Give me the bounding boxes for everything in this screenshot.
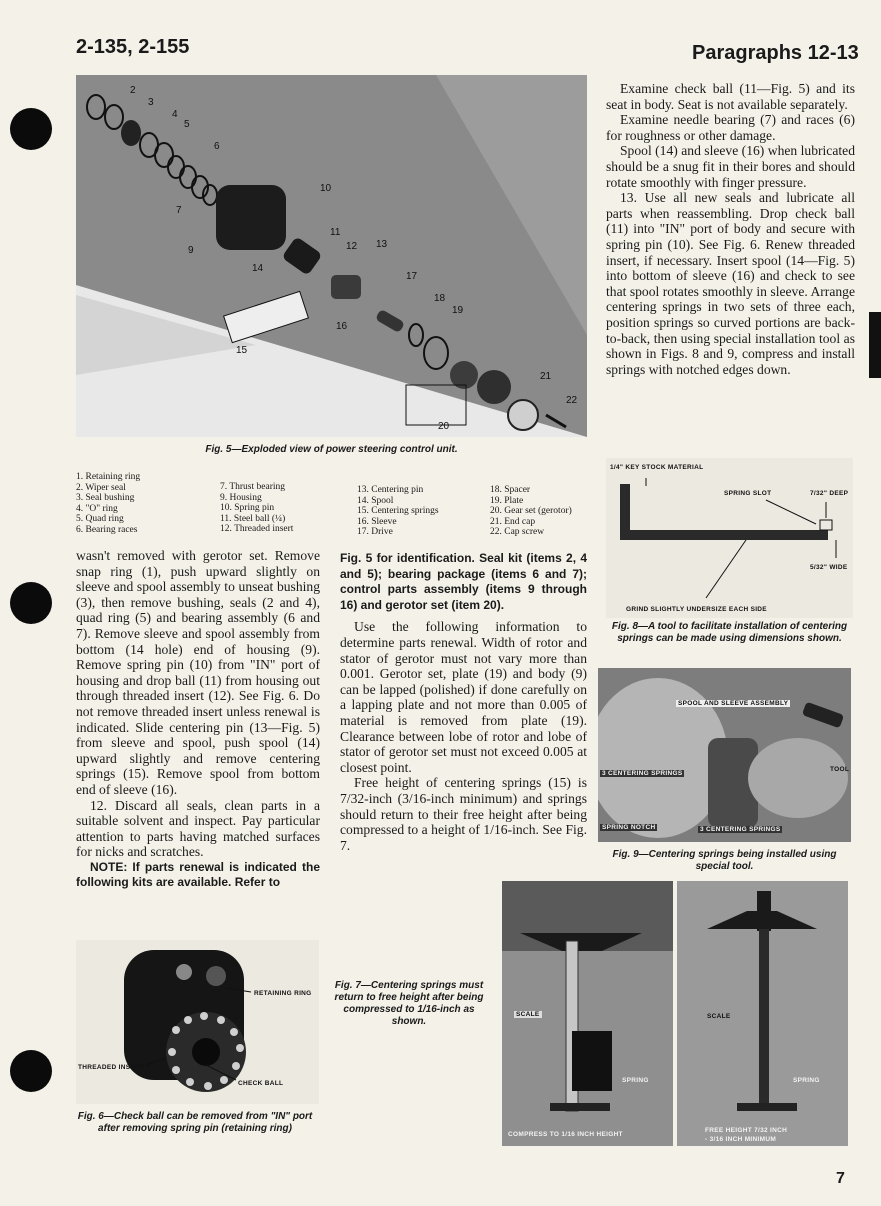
legend-item: 16. Sleeve [357,516,397,527]
fig8-tool-drawing [606,458,853,618]
legend-item: 10. Spring pin [220,503,275,514]
fig5-callout: 18 [434,293,446,304]
fig8-label-deep: 7/32" DEEP [810,490,849,497]
fig7-photo-free [677,881,848,1146]
legend-item: 6. Bearing races [76,524,138,535]
fig7-label-scale-right: SCALE [707,1013,731,1020]
fig5-callout: 14 [252,263,264,274]
right-column-text [606,81,855,377]
fig7-label-compress: COMPRESS TO 1/16 INCH HEIGHT [508,1131,623,1138]
legend-item: 22. Cap screw [490,527,545,538]
note-paragraph: NOTE: If parts renewal is indicated the following kits are available. Refer to [76,859,320,890]
legend-item: 1. Retaining ring [76,472,141,482]
fig5-callout: 6 [214,141,220,152]
fig6-photo [76,940,319,1104]
fig5-legend-col3 [357,485,439,538]
fig5-caption: Fig. 5—Exploded view of power steering control unit. [205,444,458,455]
paragraph: 12. Discard all seals, clean parts in a suitable solvent and inspect. Pay particular attention to parts having matched surfaces for nicks and scratches. [76,797,320,860]
binder-hole-top [10,108,52,150]
fig8-label-slot: SPRING SLOT [724,490,772,497]
legend-item: 18. Spacer [490,485,531,495]
fig7-photo-compressed [502,881,673,1146]
fig9-label-centering-left: 3 CENTERING SPRINGS [602,770,683,777]
legend-item: 19. Plate [490,495,524,506]
legend-item: 17. Drive [357,527,393,538]
paragraph: wasn't removed with gerotor set. Remove snap ring (1), push upward slightly on sleeve and spool assembly to unseat bushing (3), then remove bushing, seals (2 and 4), quad ring (5) and bearing assembly (6 and 7). Remove sleeve and spool assembly from bottom (14 hole) end of housing (9). Remove spring pin (10) from "IN" port of housing and drop ball (11) from housing out through threaded insert (12). See Fig. 6. Do not remove threaded insert unless renewal is indicated. Slide centering pin (13—Fig. 5) from sleeve and spool, push spool (14) upward slightly and remove centering springs (15). Remove spool from bottom end of sleeve (16). [76,548,320,797]
model-header: 2-135, 2-155 [76,36,190,58]
paragraph: Examine check ball (11—Fig. 5) and its seat in body. Seat is not available separately. [606,81,855,112]
fig7-label-free-2: - 3/16 INCH MINIMUM [705,1136,777,1143]
binder-hole-bottom [10,1050,52,1092]
fig5-callout: 21 [540,371,552,382]
legend-item: 13. Centering pin [357,485,424,495]
legend-item: 20. Gear set (gerotor) [490,506,572,517]
legend-item: 5. Quad ring [76,514,124,525]
fig5-legend-col2 [220,482,293,535]
paragraph: 13. Use all new seals and lubricate all parts when reassembling. Drop check ball (11) into "IN" port of body and secure with spring pin (10). See Fig. 6. Renew threaded insert, if necessary. Insert spool (14—Fig. 5) into bottom of sleeve (16) and check to see that spool rotates smoothly in sleeve. Arrange centering springs in two sets of three each, position springs so curved portions are back-to-back, then using special installation tool as shown in Figs. 8 and 9, compress and install springs with notched edges down. [606,190,855,377]
middle-column-text [340,551,587,853]
fig5-callout: 20 [438,421,450,432]
legend-item: 4. "O" ring [76,503,118,514]
fig9-label-centering-right: 3 CENTERING SPRINGS [700,826,781,833]
fig5-exploded-view [76,75,587,437]
fig7-label-spring-left: SPRING [622,1077,649,1084]
fig7-label-free-1: FREE HEIGHT 7/32 INCH [705,1127,788,1134]
fig5-legend-col1 [76,472,140,536]
fig5-callout: 3 [148,97,154,108]
fig9-photo [598,668,851,842]
fig5-callout: 19 [452,305,464,316]
legend-item: 2. Wiper seal [76,482,126,493]
left-column-text [76,548,320,891]
fig7-right-illustration [677,881,848,1146]
fig5-callout: 12 [346,241,358,252]
fig8-caption: Fig. 8—A tool to facilitate installation of centering springs can be made using dimensions shown. [611,621,848,644]
fig6-label-retaining: RETAINING RING [254,990,312,997]
legend-item: 11. Steel ball (¼) [220,513,286,524]
fig9-caption: Fig. 9—Centering springs being installed using special tool. [612,849,837,872]
fig7-label-spring-right: SPRING [793,1077,820,1084]
paragraph: Free height of centering springs (15) is 7/32-inch (3/16-inch minimum) and springs should return to their free height after being compressed to a height of 1/16-inch. See Fig. 7. [340,775,587,853]
fig5-callout: 2 [130,85,136,96]
fig5-callout: 17 [406,271,418,282]
fig5-callout: 10 [320,183,332,194]
fig5-callout: 16 [336,321,348,332]
fig8-label-stock: 1/4" KEY STOCK MATERIAL [610,464,704,471]
fig8-label-wide: 5/32" WIDE [810,564,848,571]
legend-item: 3. Seal bushing [76,493,135,504]
fig6-caption: Fig. 6—Check ball can be removed from "IN" port after removing spring pin (retaining ring) [77,1111,313,1134]
fig5-callout: 11 [330,227,341,238]
page-number: 7 [836,1170,845,1187]
paragraph: Spool (14) and sleeve (16) when lubricated should be a snug fit in their bores and should rotate smoothly with finger pressure. [606,143,855,190]
fig5-callout: 5 [184,119,190,130]
paragraph: Use the following information to determine parts renewal. Width of rotor and stator of gerotor must not vary more than 0.001. Gerotor set, plate (19) and body (9) can be lapped (polished) if done carefully on a lapping plate and not more than 0.005 of material is removed from plate (19). Clearance between lobe of rotor and lobe of stator of gerotor set must not exceed 0.005 at closest point. [340,619,587,775]
fig5-legend-col4 [490,485,572,538]
fig5-callout: 4 [172,109,178,120]
fig6-label-ball: CHECK BALL [238,1080,284,1087]
fig9-illustration [598,668,851,842]
legend-item: 14. Spool [357,495,394,506]
fig9-label-tool: TOOL [830,766,850,773]
legend-item: 21. End cap [490,516,536,527]
kits-paragraph: Fig. 5 for identification. Seal kit (items 2, 4 and 5); bearing package (items 6 and 7); control parts assembly (items 9 through 16) and gerotor set (item 20). [340,551,587,612]
fig5-callout: 7 [176,205,182,216]
fig9-label-notch: SPRING NOTCH [602,824,656,831]
fig9-label-spool: SPOOL AND SLEEVE ASSEMBLY [678,700,789,707]
legend-item: 7. Thrust bearing [220,482,285,492]
section-edge-tab [869,312,881,378]
fig7-label-scale-left: SCALE [516,1011,540,1018]
legend-item: 12. Threaded insert [220,524,294,535]
fig5-callout: 9 [188,245,194,256]
fig5-callout: 22 [566,395,578,406]
fig5-illustration [76,75,587,437]
fig7-caption: Fig. 7—Centering springs must return to free height after being compressed to 1/16-inch as shown. [334,980,484,1027]
fig6-label-insert: THREADED INSERT [78,1064,145,1071]
paragraph: Examine needle bearing (7) and races (6) for roughness or other damage. [606,112,855,143]
paragraphs-header: Paragraphs 12-13 [692,42,859,64]
legend-item: 9. Housing [220,492,262,503]
fig5-callout: 13 [376,239,388,250]
fig5-callout: 15 [236,345,248,356]
fig8-label-grind: GRIND SLIGHTLY UNDERSIZE EACH SIDE [626,606,767,613]
fig8-illustration [606,458,853,618]
legend-item: 15. Centering springs [357,506,439,517]
binder-hole-middle [10,582,52,624]
